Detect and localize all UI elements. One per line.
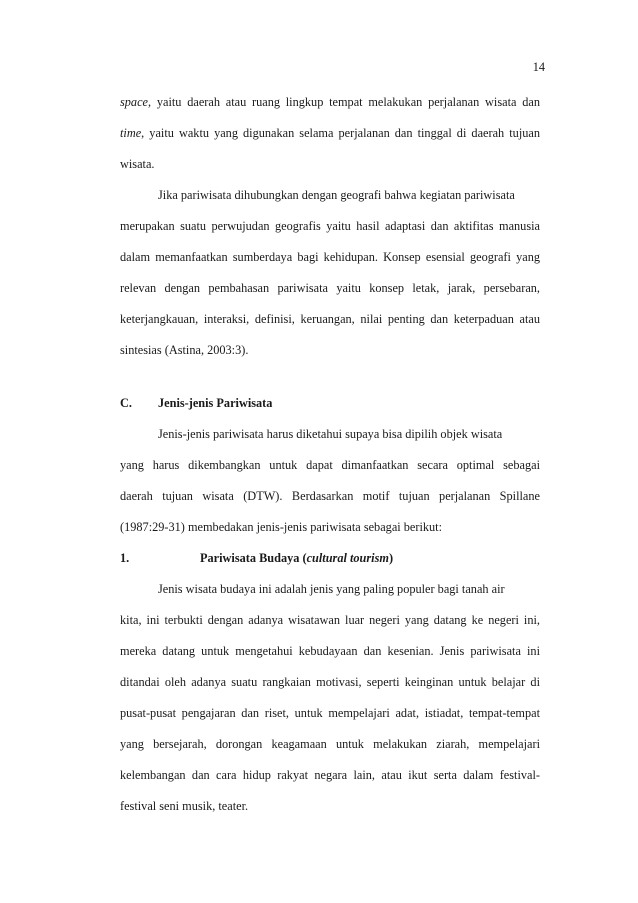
paragraph-line: mereka datang untuk mengetahui kebudayaan dan kesenian. Jenis pariwisata ini <box>120 644 540 658</box>
subsection-title-prefix: Pariwisata Budaya ( <box>200 551 307 565</box>
paragraph-line: ditandai oleh adanya suatu rangkaian motivasi, seperti keinginan untuk belajar di <box>120 675 540 689</box>
paragraph-line: Jika pariwisata dihubungkan dengan geografi bahwa kegiatan pariwisata <box>158 188 515 202</box>
page-number: 14 <box>532 60 545 74</box>
paragraph-line: festival seni musik, teater. <box>120 799 249 813</box>
subsection-title <box>200 550 393 566</box>
paragraph-line: keterjangkauan, interaksi, definisi, keruangan, nilai penting dan keterpaduan atau <box>120 312 540 326</box>
paragraph-line: (1987:29-31) membedakan jenis-jenis pariwisata sebagai berikut: <box>120 520 443 534</box>
paragraph-line: yang harus dikembangkan untuk dapat dimanfaatkan secara optimal sebagai <box>120 458 540 472</box>
paragraph-line: Jenis wisata budaya ini adalah jenis yang paling populer bagi tanah air <box>158 582 505 596</box>
paragraph-line: sintesias (Astina, 2003:3). <box>120 343 249 357</box>
section-title: Jenis-jenis Pariwisata <box>158 396 273 410</box>
subsection-title-italic: cultural tourism <box>306 551 389 565</box>
paragraph-line: kelembangan dan cara hidup rakyat negara lain, atau ikut serta dalam festival- <box>120 768 540 782</box>
paragraph-line: pusat-pusat pengajaran dan riset, untuk mempelajari adat, istiadat, tempat-tempat <box>120 706 540 720</box>
paragraph-line: dalam memanfaatkan sumberdaya bagi kehidupan. Konsep esensial geografi yang <box>120 250 540 264</box>
text-line <box>120 125 540 141</box>
text-line: wisata. <box>120 157 155 171</box>
paragraph-line: yang bersejarah, dorongan keagamaan untuk melakukan ziarah, mempelajari <box>120 737 540 751</box>
paragraph-line: relevan dengan pembahasan pariwisata yaitu konsep letak, jarak, persebaran, <box>120 281 540 295</box>
subsection-title-suffix: ) <box>388 551 394 565</box>
paragraph-line: kita, ini terbukti dengan adanya wisatawan luar negeri yang datang ke negeri ini, <box>120 613 540 627</box>
subsection-number: 1. <box>120 551 130 565</box>
text-span: , yaitu waktu yang digunakan selama perjalanan dan tinggal di daerah tujuan <box>141 126 540 140</box>
paragraph-line: Jenis-jenis pariwisata harus diketahui supaya bisa dipilih objek wisata <box>158 427 503 441</box>
paragraph-line: daerah tujuan wisata (DTW). Berdasarkan motif tujuan perjalanan Spillane <box>120 489 540 503</box>
text-span: , yaitu daerah atau ruang lingkup tempat melakukan perjalanan wisata dan <box>148 95 540 109</box>
paragraph-line: merupakan suatu perwujudan geografis yaitu hasil adaptasi dan aktifitas manusia <box>120 219 540 233</box>
section-number: C. <box>120 396 132 410</box>
term-time: time <box>120 126 142 140</box>
term-space: space <box>120 95 148 109</box>
text-line <box>120 94 540 110</box>
